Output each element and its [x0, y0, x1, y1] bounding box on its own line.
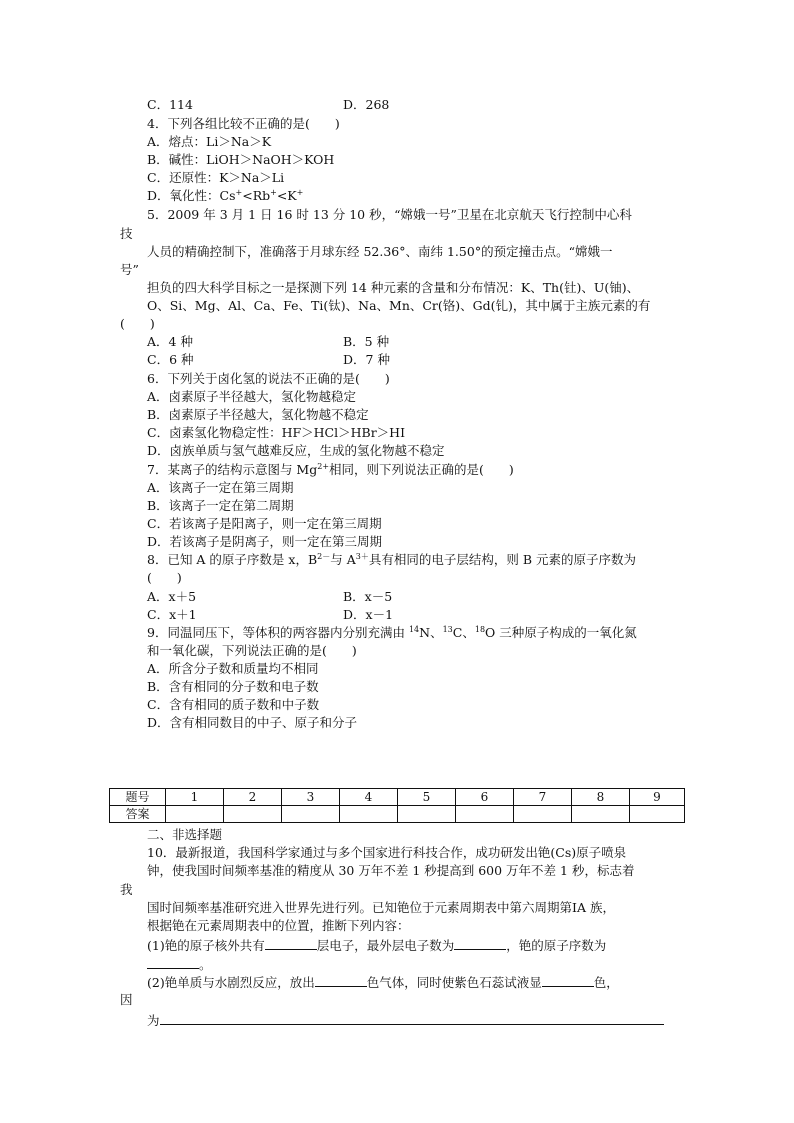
question-number-cell: 9	[630, 789, 685, 806]
q6-option-c: C．卤素氢化物稳定性：HF＞HCl＞HBr＞HI	[147, 425, 406, 440]
q8-option-d: D．x－1	[343, 607, 394, 622]
q10-wrap-2: 因	[120, 992, 133, 1007]
q5-line-3: 担负的四大科学目标之一是探测下列 14 种元素的含量和分布情况：K、Th(钍)、U(铀)、	[147, 280, 640, 295]
q10-line-1: 10．最新报道，我国科学家通过与多个国家进行科技合作，成功研发出铯(Cs)原子喷泉	[147, 845, 627, 860]
q5-line-5: ( )	[120, 316, 155, 331]
q7-option-a: A．该离子一定在第三周期	[147, 480, 294, 495]
question-number-cell: 7	[514, 789, 572, 806]
answer-cell[interactable]	[514, 806, 572, 823]
answer-blank[interactable]	[315, 972, 367, 987]
answer-table-number-row	[110, 789, 685, 806]
q7-stem: 7．某离子的结构示意图与 $Mg^{2+}$相同，则下列说法正确的是( )	[147, 461, 514, 477]
q8-option-a: A．x＋5	[147, 589, 197, 604]
q10-part-1: (1)铯的原子核外共有 层电子，最外层电子数为 ，铯的原子序数为	[147, 935, 606, 955]
q7-option-d: D．若该离子是阴离子，则一定在第三周期	[147, 534, 383, 549]
q10-line-4: 根据铯在元素周期表中的位置，推断下列内容：	[147, 918, 410, 933]
answer-cell[interactable]	[282, 806, 340, 823]
q5-line-2: 人员的精确控制下，准确落于月球东经 52.36°、南纬 1.50°的预定撞击点。“嫦娥一	[147, 244, 613, 259]
q10-part-3: 为	[147, 1010, 664, 1030]
answer-cell[interactable]	[166, 806, 224, 823]
q5-line-4: O、Si、Mg、Al、Ca、Fe、Ti(钛)、Na、Mn、Cr(铬)、Gd(钆)，其中属于主族元素的有	[147, 298, 651, 313]
answer-cell[interactable]	[398, 806, 456, 823]
question-number-cell: 2	[224, 789, 282, 806]
q6-option-a: A．卤素原子半径越大，氢化物越稳定	[147, 389, 357, 404]
q6-stem: 6．下列关于卤化氢的说法不正确的是( )	[147, 371, 390, 386]
q8-stem: 8．已知 A 的原子序数是 x，$B^{2-}$与 $A^{3+}$具有相同的电子层结构，则 B 元素的原子序数为	[147, 551, 636, 567]
q5-line-1: 5．2009 年 3 月 1 日 16 时 13 分 10 秒，“嫦娥一号”卫星在北京航天飞行控制中心科	[147, 207, 632, 222]
section-heading: 二、非选择题	[147, 827, 223, 842]
answer-cell[interactable]	[456, 806, 514, 823]
q5-option-d: D．7 种	[343, 352, 390, 367]
q10-line-2: 钟，使我国时间频率基准的精度从 30 万年不差 1 秒提高到 600 万年不差 1 秒，标志着	[147, 863, 635, 878]
q5-option-b: B．5 种	[343, 334, 390, 349]
question-number-cell: 4	[340, 789, 398, 806]
question-number-cell: 3	[282, 789, 340, 806]
q9-option-a: A．所含分子数和质量均不相同	[147, 661, 319, 676]
q3-option-c: C．114	[147, 97, 193, 112]
answer-blank[interactable]	[147, 954, 199, 969]
q9-stem: 9．同温同压下，等体积的两容器内分别充满由 $^{14}$N、$^{13}$C、$^{18}$O 三种原子构成的一氧化氮	[147, 624, 637, 640]
q8-option-c: C．x＋1	[147, 607, 197, 622]
q4-option-d: D．氧化性：Cs+<Rb+<K+	[147, 187, 304, 203]
q7-option-c: C．若该离子是阳离子，则一定在第三周期	[147, 516, 382, 531]
answer-blank[interactable]	[265, 935, 317, 950]
answer-blank[interactable]	[542, 972, 594, 987]
q4-stem: 4．下列各组比较不正确的是( )	[147, 116, 340, 131]
q10-part-1-end: 。	[147, 954, 212, 974]
q6-option-b: B．卤素原子半径越大，氢化物越不稳定	[147, 407, 369, 422]
answer-table-row-label: 答案	[110, 806, 166, 823]
q9-option-c: C．含有相同的质子数和中子数	[147, 697, 320, 712]
q5-wrap-1: 技	[120, 226, 133, 241]
q10-line-3: 国时间频率基准研究进入世界先进行列。已知铯位于元素周期表中第六周期第ⅠA 族，	[147, 900, 615, 915]
answer-cell[interactable]	[224, 806, 282, 823]
q5-option-a: A．4 种	[147, 334, 193, 349]
q6-option-d: D．卤族单质与氢气越难反应，生成的氢化物越不稳定	[147, 443, 445, 458]
answer-table-answer-row	[110, 806, 685, 823]
answer-cell[interactable]	[630, 806, 685, 823]
answer-table-row-label: 题号	[110, 789, 166, 806]
q10-wrap-1: 我	[120, 882, 133, 897]
question-number-cell: 6	[456, 789, 514, 806]
q9-option-d: D．含有相同数目的中子、原子和分子	[147, 715, 358, 730]
answer-table	[109, 788, 685, 823]
q5-wrap-2: 号”	[120, 262, 139, 277]
question-number-cell: 8	[572, 789, 630, 806]
question-number-cell: 1	[166, 789, 224, 806]
answer-cell[interactable]	[572, 806, 630, 823]
q9-stem-line-2: 和一氧化碳，下列说法正确的是( )	[147, 643, 357, 658]
q10-part-2: (2)铯单质与水剧烈反应，放出 色气体，同时使紫色石蕊试液显 色，	[147, 972, 619, 992]
q4-option-a: A．熔点：Li＞Na＞K	[147, 134, 272, 149]
q4-option-c: C．还原性：K＞Na＞Li	[147, 170, 285, 185]
answer-blank[interactable]	[454, 935, 506, 950]
q4-option-b: B．碱性：LiOH＞NaOH＞KOH	[147, 152, 335, 167]
q8-paren: ( )	[147, 570, 182, 585]
answer-cell[interactable]	[340, 806, 398, 823]
q9-option-b: B．含有相同的分子数和电子数	[147, 679, 319, 694]
q3-option-d: D．268	[343, 97, 390, 112]
answer-blank[interactable]	[160, 1010, 664, 1025]
q7-option-b: B．该离子一定在第二周期	[147, 498, 294, 513]
q5-option-c: C．6 种	[147, 352, 194, 367]
q8-option-b: B．x－5	[343, 589, 393, 604]
question-number-cell: 5	[398, 789, 456, 806]
